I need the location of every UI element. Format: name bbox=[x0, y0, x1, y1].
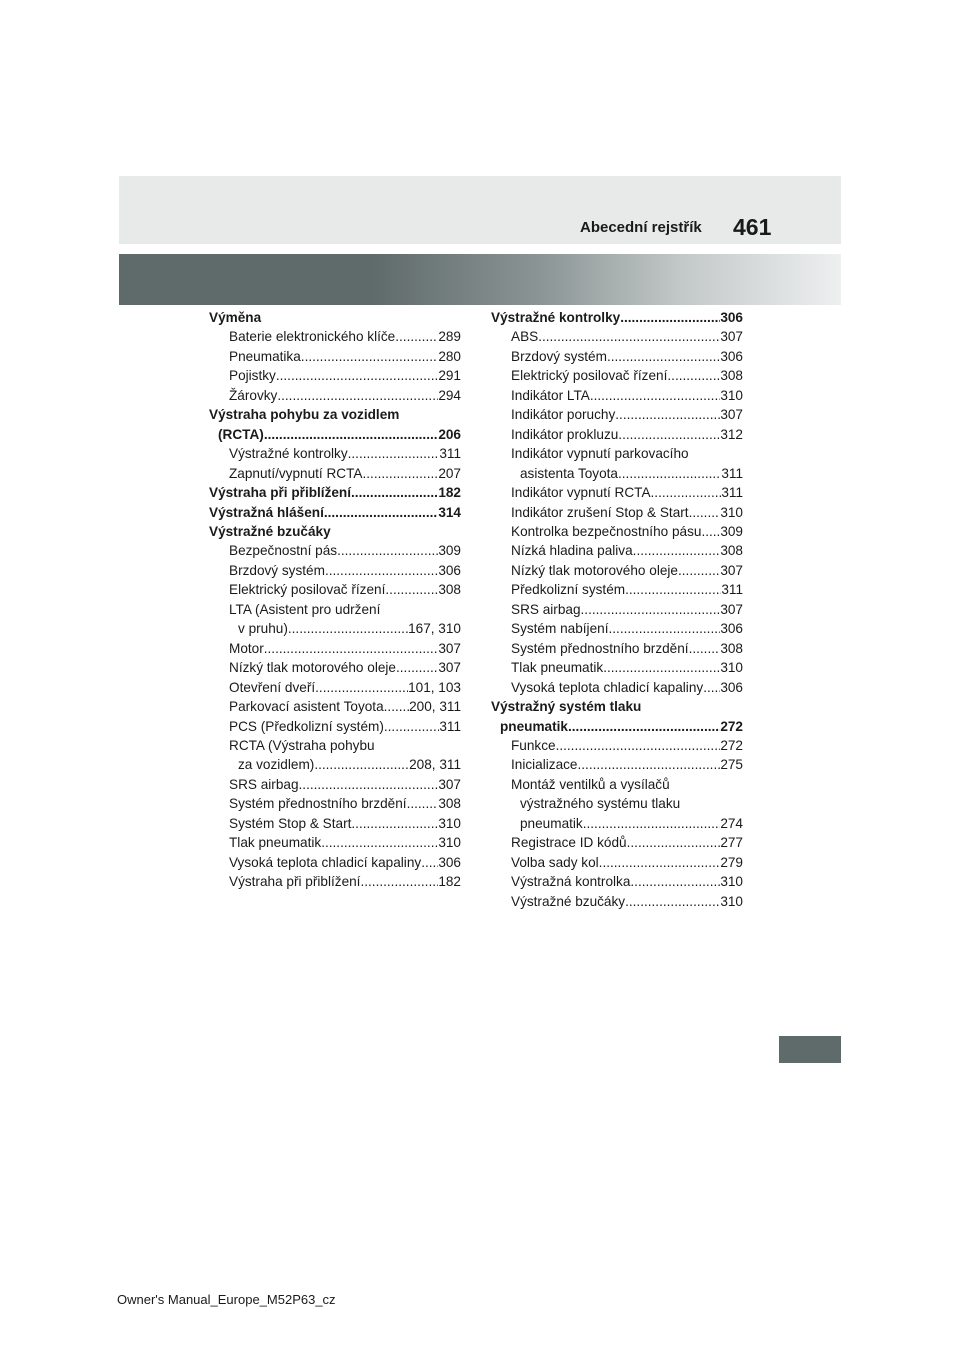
dot-leader bbox=[264, 425, 439, 444]
index-entry-term: Výstražná hlášení bbox=[209, 504, 324, 520]
index-entry-page: 277 bbox=[720, 835, 743, 851]
index-entry bbox=[209, 600, 461, 619]
dot-leader bbox=[689, 639, 721, 658]
index-entry-page: 101, 103 bbox=[408, 679, 461, 695]
header-gradient-bar bbox=[119, 254, 841, 305]
index-entry-page: 307 bbox=[720, 601, 743, 617]
dot-leader bbox=[618, 425, 720, 444]
dot-leader bbox=[703, 678, 720, 697]
index-entry-term: Systém přednostního brzdění bbox=[229, 796, 407, 812]
index-entry-page: 310 bbox=[720, 893, 743, 909]
dot-leader bbox=[351, 814, 438, 833]
index-entry-page: 308 bbox=[438, 582, 461, 598]
dot-leader bbox=[348, 444, 440, 463]
index-entry-page: 311 bbox=[721, 465, 743, 481]
dot-leader bbox=[276, 366, 438, 385]
index-entry bbox=[209, 308, 461, 327]
index-entry bbox=[491, 755, 743, 774]
dot-leader bbox=[651, 483, 722, 502]
index-entry-term: Nízká hladina paliva bbox=[511, 543, 633, 559]
index-entry-page: 306 bbox=[720, 310, 743, 325]
dot-leader bbox=[701, 522, 720, 541]
index-entry-term: Indikátor zrušení Stop & Start bbox=[511, 504, 689, 520]
dot-leader bbox=[421, 853, 438, 872]
dot-leader bbox=[625, 892, 720, 911]
index-entry-page: 310 bbox=[720, 874, 743, 890]
index-entry bbox=[209, 464, 461, 483]
dot-leader bbox=[618, 464, 721, 483]
index-entry-page: 307 bbox=[720, 329, 743, 345]
index-entry-page: 309 bbox=[720, 523, 743, 539]
index-entry-term: v pruhu) bbox=[238, 621, 288, 637]
index-entry bbox=[209, 853, 461, 872]
index-entry bbox=[491, 308, 743, 327]
index-entry-term: Indikátor vypnutí RCTA bbox=[511, 485, 651, 501]
dot-leader bbox=[581, 600, 721, 619]
index-entry-page: 279 bbox=[720, 854, 743, 870]
index-entry-term: PCS (Předkolizní systém) bbox=[229, 718, 384, 734]
index-entry-page: 310 bbox=[720, 504, 743, 520]
index-entry-page: 308 bbox=[720, 368, 743, 384]
index-entry-term: pneumatik bbox=[500, 718, 568, 734]
index-entry bbox=[491, 541, 743, 560]
index-entry bbox=[491, 464, 743, 483]
index-entry-page: 310 bbox=[720, 660, 743, 676]
index-entry-page: 275 bbox=[720, 757, 743, 773]
index-entry-page: 307 bbox=[720, 562, 743, 578]
dot-leader bbox=[625, 580, 721, 599]
index-entry-page: 167, 310 bbox=[408, 621, 461, 637]
index-entry bbox=[491, 853, 743, 872]
index-entry-term: za vozidlem) bbox=[238, 757, 315, 773]
index-entry bbox=[491, 561, 743, 580]
index-entry bbox=[491, 639, 743, 658]
index-entry bbox=[209, 327, 461, 346]
index-entry-page: 208, 311 bbox=[409, 757, 461, 773]
index-entry bbox=[209, 717, 461, 736]
index-entry-page: 200, 311 bbox=[409, 699, 461, 715]
dot-leader bbox=[615, 405, 720, 424]
index-entry bbox=[209, 405, 461, 424]
index-entry bbox=[491, 872, 743, 891]
page-number: 461 bbox=[733, 214, 772, 240]
index-entry-term: Systém nabíjení bbox=[511, 621, 609, 637]
dot-leader bbox=[583, 814, 721, 833]
index-entry bbox=[209, 444, 461, 463]
index-entry bbox=[491, 814, 743, 833]
index-entry-page: 280 bbox=[438, 348, 461, 364]
dot-leader bbox=[627, 833, 721, 852]
index-entry-term: Předkolizní systém bbox=[511, 582, 626, 598]
index-entry-term: Elektrický posilovač řízení bbox=[229, 582, 386, 598]
dot-leader bbox=[568, 717, 720, 736]
index-entry bbox=[209, 814, 461, 833]
index-entry-term: Vysoká teplota chladicí kapaliny bbox=[511, 679, 704, 695]
index-entry-term: pneumatik bbox=[520, 815, 583, 831]
dot-leader bbox=[264, 639, 439, 658]
index-entry-page: 306 bbox=[720, 348, 743, 364]
dot-leader bbox=[288, 619, 408, 638]
index-entry-term: Indikátor prokluzu bbox=[511, 426, 619, 442]
dot-leader bbox=[299, 775, 439, 794]
index-entry bbox=[209, 522, 461, 541]
index-entry-page: 311 bbox=[721, 582, 743, 598]
dot-leader bbox=[667, 366, 720, 385]
index-entry bbox=[209, 833, 461, 852]
index-entry-page: 310 bbox=[438, 835, 461, 851]
index-entry-term: Výstražná kontrolka bbox=[511, 874, 631, 890]
index-entry-term: Montáž ventilků a vysílačů bbox=[511, 776, 670, 792]
index-entry bbox=[209, 678, 461, 697]
dot-leader bbox=[360, 872, 438, 891]
index-entry-term: Funkce bbox=[511, 737, 556, 753]
dot-leader bbox=[407, 794, 439, 813]
index-entry-page: 309 bbox=[438, 543, 461, 559]
index-entry-term: Parkovací asistent Toyota bbox=[229, 699, 384, 715]
index-entry-page: 307 bbox=[438, 640, 461, 656]
dot-leader bbox=[384, 717, 439, 736]
index-entry-page: 308 bbox=[438, 796, 461, 812]
index-entry-page: 311 bbox=[721, 485, 743, 501]
index-entry bbox=[209, 755, 461, 774]
index-entry bbox=[209, 794, 461, 813]
dot-leader bbox=[277, 386, 438, 405]
index-column-right bbox=[491, 308, 743, 911]
index-entry-term: Tlak pneumatik bbox=[511, 660, 604, 676]
index-entry bbox=[209, 775, 461, 794]
index-entry-term: Motor bbox=[229, 640, 264, 656]
index-entry-page: 182 bbox=[438, 485, 461, 501]
index-entry bbox=[491, 580, 743, 599]
index-entry-term: Indikátor vypnutí parkovacího bbox=[511, 446, 689, 462]
dot-leader bbox=[620, 308, 720, 327]
index-entry-page: 311 bbox=[439, 446, 461, 462]
index-entry-page: 306 bbox=[438, 562, 461, 578]
index-entry-term: Indikátor poruchy bbox=[511, 407, 616, 423]
footer-text: Owner's Manual_Europe_M52P63_cz bbox=[117, 1292, 336, 1307]
index-entry-page: 306 bbox=[438, 854, 461, 870]
dot-leader bbox=[362, 464, 438, 483]
index-entry-term: Výstražné kontrolky bbox=[229, 446, 348, 462]
section-title: Abecední rejstřík bbox=[580, 219, 702, 236]
index-entry bbox=[491, 483, 743, 502]
index-entry bbox=[209, 872, 461, 891]
index-entry-page: 291 bbox=[438, 368, 461, 384]
index-entry bbox=[209, 697, 461, 716]
dot-leader bbox=[538, 327, 720, 346]
index-entry bbox=[209, 736, 461, 755]
index-entry-term: Pneumatika bbox=[229, 348, 301, 364]
index-entry bbox=[491, 444, 743, 463]
index-entry bbox=[491, 658, 743, 677]
index-entry bbox=[209, 483, 461, 502]
index-entry-page: 314 bbox=[438, 504, 461, 520]
index-entry-page: 272 bbox=[720, 718, 743, 734]
index-entry-term: LTA (Asistent pro udržení bbox=[229, 601, 381, 617]
index-entry-page: 310 bbox=[720, 387, 743, 403]
dot-leader bbox=[314, 755, 409, 774]
dot-leader bbox=[384, 697, 409, 716]
index-entry bbox=[209, 425, 461, 444]
index-entry-term: Vysoká teplota chladicí kapaliny bbox=[229, 854, 422, 870]
dot-leader bbox=[321, 833, 438, 852]
index-entry-term: Výstražný systém tlaku bbox=[491, 699, 642, 715]
index-entry-term: Registrace ID kódů bbox=[511, 835, 627, 851]
dot-leader bbox=[630, 872, 720, 891]
index-entry-term: Inicializace bbox=[511, 757, 578, 773]
index-entry-term: Výstražné bzučáky bbox=[209, 523, 331, 539]
index-entry-page: 289 bbox=[438, 329, 461, 345]
index-entry-term: Žárovky bbox=[229, 387, 278, 403]
index-entry bbox=[491, 619, 743, 638]
index-entry-page: 308 bbox=[720, 640, 743, 656]
index-entry bbox=[491, 425, 743, 444]
index-entry-term: asistenta Toyota bbox=[520, 465, 618, 481]
index-entry bbox=[209, 386, 461, 405]
index-entry bbox=[209, 658, 461, 677]
index-entry-term: Výstražné bzučáky bbox=[511, 893, 626, 909]
index-entry bbox=[491, 697, 743, 716]
dot-leader bbox=[385, 580, 438, 599]
index-entry-page: 312 bbox=[720, 426, 743, 442]
index-entry-term: Tlak pneumatik bbox=[229, 835, 322, 851]
index-entry-term: SRS airbag bbox=[229, 776, 299, 792]
index-entry bbox=[491, 892, 743, 911]
index-entry-term: Brzdový systém bbox=[511, 348, 607, 364]
index-entry-term: Kontrolka bezpečnostního pásu bbox=[511, 523, 702, 539]
index-entry-term: Nízký tlak motorového oleje bbox=[229, 660, 396, 676]
dot-leader bbox=[325, 561, 438, 580]
index-entry-term: Brzdový systém bbox=[229, 562, 325, 578]
index-entry bbox=[491, 503, 743, 522]
dot-leader bbox=[337, 541, 438, 560]
index-entry-term: Výměna bbox=[209, 310, 262, 325]
dot-leader bbox=[607, 347, 720, 366]
index-entry-page: 207 bbox=[438, 465, 461, 481]
dot-leader bbox=[633, 541, 721, 560]
chapter-thumb-tab bbox=[779, 1036, 841, 1063]
index-entry-term: (RCTA) bbox=[218, 426, 264, 442]
index-entry-term: Indikátor LTA bbox=[511, 387, 590, 403]
index-entry bbox=[491, 522, 743, 541]
dot-leader bbox=[556, 736, 721, 755]
index-entry-page: 206 bbox=[438, 426, 461, 442]
index-entry bbox=[491, 327, 743, 346]
dot-leader bbox=[578, 755, 721, 774]
index-entry bbox=[491, 736, 743, 755]
dot-leader bbox=[678, 561, 720, 580]
index-entry bbox=[491, 794, 743, 813]
dot-leader bbox=[603, 658, 720, 677]
index-entry-term: výstražného systému tlaku bbox=[520, 796, 681, 812]
index-column-left bbox=[209, 308, 461, 892]
index-entry bbox=[491, 405, 743, 424]
index-entry-page: 310 bbox=[438, 815, 461, 831]
index-entry-term: ABS bbox=[511, 329, 539, 345]
index-entry-page: 307 bbox=[438, 776, 461, 792]
index-entry bbox=[491, 678, 743, 697]
index-entry bbox=[491, 717, 743, 736]
index-entry-term: Nízký tlak motorového oleje bbox=[511, 562, 678, 578]
dot-leader bbox=[599, 853, 721, 872]
index-entry bbox=[491, 347, 743, 366]
dot-leader bbox=[689, 503, 721, 522]
index-entry bbox=[491, 386, 743, 405]
dot-leader bbox=[395, 327, 438, 346]
index-entry-term: Volba sady kol bbox=[511, 854, 599, 870]
index-entry bbox=[209, 347, 461, 366]
index-entry bbox=[491, 775, 743, 794]
dot-leader bbox=[301, 347, 439, 366]
dot-leader bbox=[608, 619, 720, 638]
index-entry-term: Otevření dveří bbox=[229, 679, 316, 695]
index-entry-term: Systém přednostního brzdění bbox=[511, 640, 689, 656]
index-entry-page: 307 bbox=[438, 660, 461, 676]
index-entry-term: Baterie elektronického klíče bbox=[229, 329, 396, 345]
index-entry-page: 272 bbox=[720, 737, 743, 753]
index-entry-page: 311 bbox=[439, 718, 461, 734]
index-entry-page: 274 bbox=[720, 815, 743, 831]
index-entry-term: Zapnutí/vypnutí RCTA bbox=[229, 465, 363, 481]
index-entry-page: 306 bbox=[720, 621, 743, 637]
index-entry bbox=[209, 541, 461, 560]
index-entry-term: Systém Stop & Start bbox=[229, 815, 352, 831]
index-entry-page: 306 bbox=[720, 679, 743, 695]
index-entry bbox=[209, 580, 461, 599]
index-entry-term: Výstraha při přiblížení bbox=[229, 874, 361, 890]
dot-leader bbox=[315, 678, 408, 697]
index-entry-page: 182 bbox=[438, 874, 461, 890]
index-entry-term: Pojistky bbox=[229, 368, 276, 384]
index-entry bbox=[491, 833, 743, 852]
dot-leader bbox=[324, 503, 438, 522]
index-entry-term: SRS airbag bbox=[511, 601, 581, 617]
index-entry-term: Elektrický posilovač řízení bbox=[511, 368, 668, 384]
index-entry-term: Výstražné kontrolky bbox=[491, 310, 621, 325]
index-entry bbox=[209, 503, 461, 522]
index-entry-page: 294 bbox=[438, 387, 461, 403]
index-entry bbox=[209, 561, 461, 580]
index-entry bbox=[209, 619, 461, 638]
index-entry-term: RCTA (Výstraha pohybu bbox=[229, 737, 375, 753]
index-entry-term: Bezpečnostní pás bbox=[229, 543, 338, 559]
index-entry bbox=[491, 600, 743, 619]
index-entry-page: 307 bbox=[720, 407, 743, 423]
index-entry-term: Výstraha při přiblížení bbox=[209, 485, 352, 501]
index-entry bbox=[209, 639, 461, 658]
dot-leader bbox=[351, 483, 438, 502]
index-entry-page: 308 bbox=[720, 543, 743, 559]
index-entry bbox=[209, 366, 461, 385]
dot-leader bbox=[590, 386, 720, 405]
index-entry bbox=[491, 366, 743, 385]
dot-leader bbox=[396, 658, 438, 677]
index-entry-term: Výstraha pohybu za vozidlem bbox=[209, 407, 400, 423]
